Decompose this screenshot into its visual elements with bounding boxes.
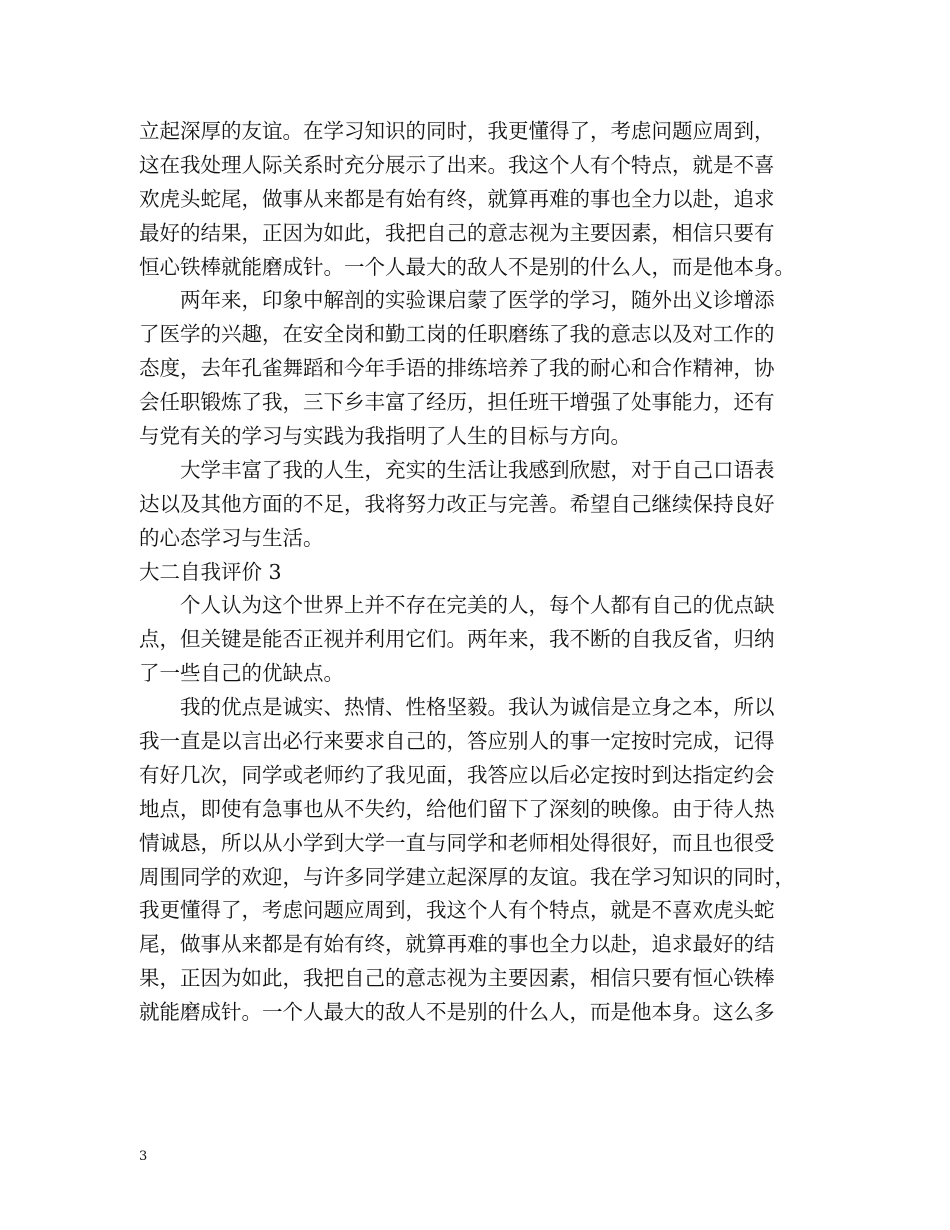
text-line: 了一些自己的优缺点。 xyxy=(139,661,344,686)
paragraph-start-line: 两年来，印象中解剖的实验课启蒙了医学的学习，随外出义诊增添 xyxy=(180,288,775,313)
text-line: 会任职锻炼了我，三下乡丰富了经历，担任班干增强了处事能力，还有 xyxy=(139,390,775,415)
text-line: 立起深厚的友谊。在学习知识的同时，我更懂得了，考虑问题应周到， xyxy=(139,119,775,143)
text-line: 的心态学习与生活。 xyxy=(139,525,324,550)
text-line: 情诚恳，所以从小学到大学一直与同学和老师相处得很好，而且也很受 xyxy=(139,830,775,855)
section-heading: 大二自我评价 3 xyxy=(139,559,282,584)
paragraph-start-line: 大学丰富了我的人生，充实的生活让我感到欣慰，对于自己口语表 xyxy=(180,457,775,482)
text-line: 就能磨成针。一个人最大的敌人不是别的什么人，而是他本身。这么多 xyxy=(139,1000,775,1025)
text-line: 欢虎头蛇尾，做事从来都是有始有终，就算再难的事也全力以赴，追求 xyxy=(139,186,775,211)
text-line: 我更懂得了，考虑问题应周到，我这个人有个特点，就是不喜欢虎头蛇 xyxy=(139,898,775,923)
text-line: 有好几次，同学或老师约了我见面，我答应以后必定按时到达指定约会 xyxy=(139,762,775,787)
text-line: 与党有关的学习与实践为我指明了人生的目标与方向。 xyxy=(139,424,631,449)
text-line: 果，正因为如此，我把自己的意志视为主要因素，相信只要有恒心铁棒 xyxy=(139,966,775,991)
text-line: 点，但关键是能否正视并利用它们。两年来，我不断的自我反省，归纳 xyxy=(139,627,775,652)
text-line: 周围同学的欢迎，与许多同学建立起深厚的友谊。我在学习知识的同时， xyxy=(139,864,795,889)
text-line: 我一直是以言出必行来要求自己的，答应别人的事一定按时完成，记得 xyxy=(139,729,775,754)
text-line: 尾，做事从来都是有始有终，就算再难的事也全力以赴，追求最好的结 xyxy=(139,932,775,957)
text-line: 恒心铁棒就能磨成针。一个人最大的敌人不是别的什么人，而是他本身。 xyxy=(139,254,795,279)
body-text xyxy=(139,115,819,1030)
text-line: 达以及其他方面的不足，我将努力改正与完善。希望自己继续保持良好 xyxy=(139,491,775,516)
text-line: 态度，去年孔雀舞蹈和今年手语的排练培养了我的耐心和合作精神，协 xyxy=(139,356,775,381)
text-line: 了医学的兴趣，在安全岗和勤工岗的任职磨练了我的意志以及对工作的 xyxy=(139,322,775,347)
text-line: 地点，即使有急事也从不失约，给他们留下了深刻的映像。由于待人热 xyxy=(139,796,775,821)
text-line: 最好的结果，正因为如此，我把自己的意志视为主要因素，相信只要有 xyxy=(139,220,775,245)
page-number: 3 xyxy=(139,1149,148,1164)
paragraph-start-line: 个人认为这个世界上并不存在完美的人，每个人都有自己的优点缺 xyxy=(180,593,775,618)
text-line: 这在我处理人际关系时充分展示了出来。我这个人有个特点，就是不喜 xyxy=(139,152,775,177)
paragraph-start-line: 我的优点是诚实、热情、性格坚毅。我认为诚信是立身之本，所以 xyxy=(180,695,775,720)
